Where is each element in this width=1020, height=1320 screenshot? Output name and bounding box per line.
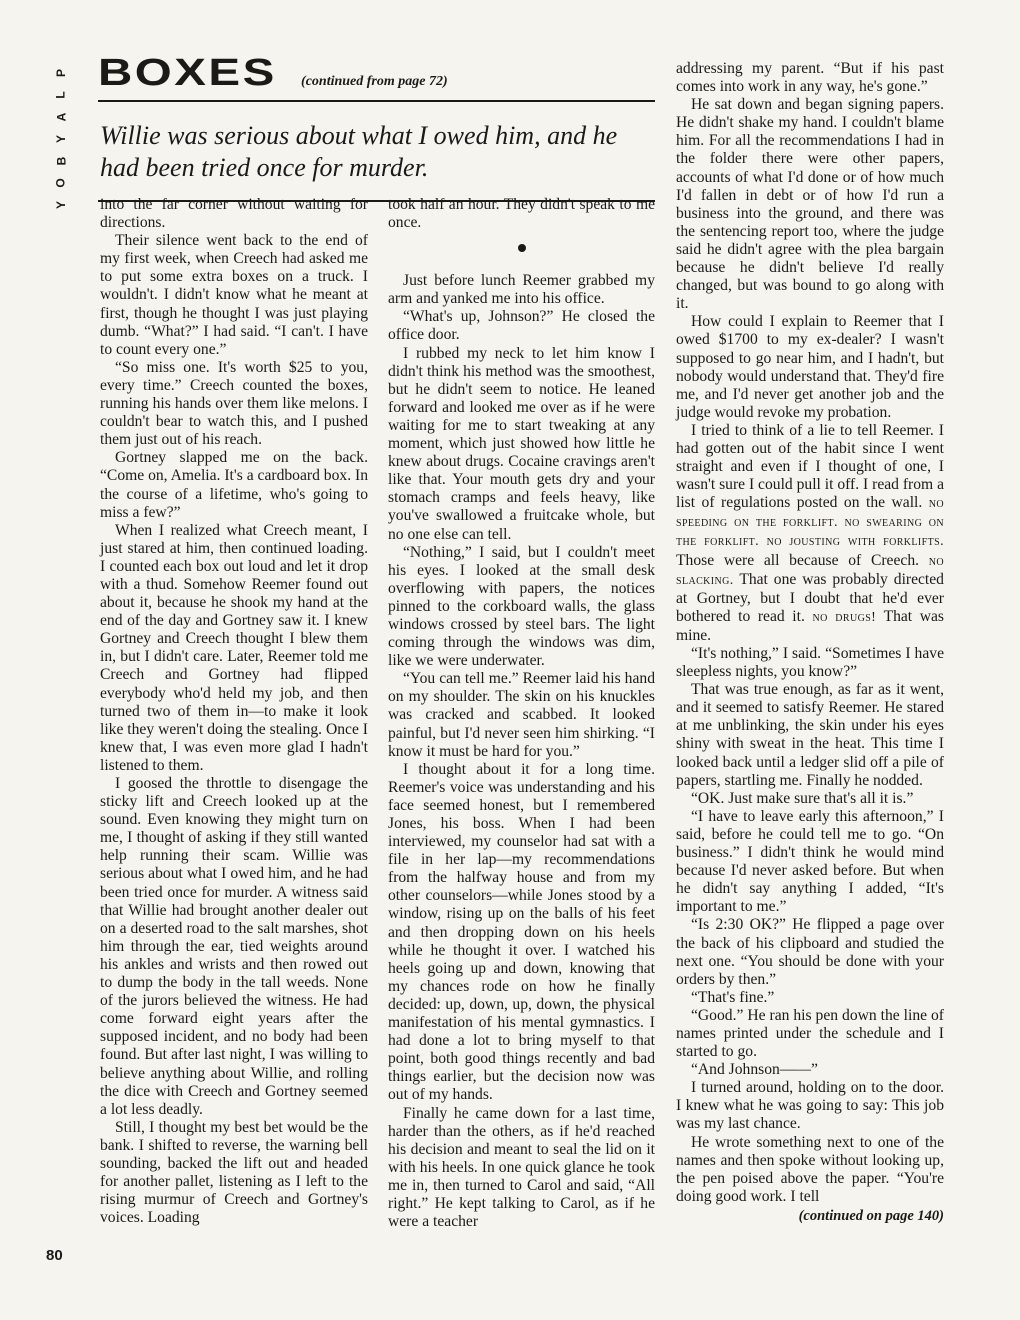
pull-quote: Willie was serious about what I owed him, and he had been tried once for murder.	[100, 121, 618, 182]
brand-letter: A	[53, 112, 68, 122]
paragraph: “That's fine.”	[691, 988, 775, 1006]
paragraph: When I realized what Creech meant, I just stared at him, then continued loading. I counted each box out loud and let it drop with a thud. Somehow Reemer found out about it, because he shook my hand at the end of the day and Gortney saw it. I knew Gortney and Creech thought I blew them in, but I didn't care. Later, Reemer told me Creech and Gortney had flipped everybody who'd held my job, and then turned two of them in—to make it look like they weren't doing the stealing. Once I knew that, I was even more glad I hadn't listened to them.	[100, 521, 368, 774]
regulation-sign: no slacking.	[676, 553, 944, 588]
paragraph: took half an hour. They didn't speak to me once.	[388, 196, 655, 232]
paragraph: “Is 2:30 OK?” He flipped a page over the back of his clipboard and studied the next one. “You should be done with your orders by then.”	[676, 916, 944, 988]
article-header	[98, 54, 655, 202]
text-run: I tried to think of a lie to tell Reemer. I had gotten out of the habit since I went straight and even if I thought of one, I wasn't sure I could pull it off. I read from a list of regulations posted on the wall.	[676, 421, 944, 512]
page-number: 80	[46, 1247, 63, 1264]
paragraph: I thought about it for a long time. Reemer's voice was understanding and his face seemed honest, but I remembered Jones, his boss. When I had been interviewed, my counselor had sat with a file in her lap—my recommendations from the halfway house and from my other counselors—while Jones stood by a window, rising up on the balls of his feet and then dropping down on his heels while he thought it over. I watched his heels going up and down, knowing that my chances rode on how he finally decided: up, down, up, down, the physical manifestation of his mental gymnastics. I had done a lot to bring myself to that point, both good things recently and bad things earlier, but the decision now was out of my hands.	[388, 760, 655, 1104]
text-column-1	[100, 196, 368, 1227]
paragraph: I turned around, holding on to the door. I knew what he was going to say: This job was my last chance.	[676, 1079, 944, 1133]
paragraph: I rubbed my neck to let him know I didn't think his method was the smoothest, but he didn't seem to notice. He leaned forward and looked me over as if he were waiting for me to start tweaking at any moment, which just showed how little he knew about drugs. Cocaine cravings aren't like that. Your mouth gets dry and your stomach cramps and feels heavy, like you've swallowed a fruitcake whole, but no one else can tell.	[388, 344, 655, 543]
paragraph: He sat down and began signing papers. He didn't shake my hand. I couldn't blame him. For all the recommendations I had in the folder there were other papers, accounts of what I'd done or of how much I'd fallen in debt or of how I'd run a business into the ground, and there was the sentencing report too, where the judge said he didn't agree with the plea bargain because he didn't believe I'd really changed, but was bound to go along with it.	[676, 96, 944, 313]
brand-letter: Y	[53, 134, 68, 144]
magazine-brand-vertical	[44, 62, 78, 216]
paragraph: That was true enough, as far as it went, and it seemed to satisfy Reemer. He stared at me unblinking, the skin under his eyes shiny with sweat in the heat. This time I looked back until a ledger slid off a pile of papers, startling me. Finally he nodded.	[676, 681, 944, 789]
regulation-sign: no speeding on the forklift.	[676, 496, 945, 531]
paragraph: Gortney slapped me on the back. “Come on, Amelia. It's a cardboard box. In the course of a lifetime, who's going to miss a few?”	[100, 449, 368, 521]
paragraph: “So miss one. It's worth $25 to you, every time.” Creech counted the boxes, running his hands over them like melons. I couldn't bear to watch this, and I pushed them just out of his reach.	[100, 358, 368, 449]
paragraph: “OK. Just make sure that's all it is.”	[691, 789, 914, 807]
paragraph: Just before lunch Reemer grabbed my arm and yanked me into his office.	[388, 272, 655, 308]
paragraph: How could I explain to Reemer that I owed $1700 to my ex-dealer? I wasn't supposed to go near him, and I hadn't, but nobody would understand that. They'd fire me, and I'd never get another job and the judge would revoke my probation.	[676, 313, 944, 421]
brand-letter: O	[54, 178, 68, 188]
brand-letter: L	[54, 91, 68, 99]
regulation-sign: no swearing on the forklift.	[676, 515, 945, 550]
regulation-sign: no jousting with forklifts.	[766, 534, 944, 550]
paragraph: Their silence went back to the end of my first week, when Creech had asked me to put some extra boxes on a truck. I wouldn't. I didn't know what he meant at first, though he thought I was just playing dumb. “What?” I had said. “I can't. I have to count every one.”	[100, 232, 368, 358]
paragraph: “It's nothing,” I said. “Sometimes I have sleepless nights, you know?”	[676, 645, 944, 681]
section-break-dot	[518, 244, 526, 252]
paragraph-with-signs	[676, 422, 944, 645]
text-column-2	[388, 196, 655, 1231]
paragraph: “What's up, Johnson?” He closed the office door.	[388, 308, 655, 344]
paragraph: “I have to leave early this afternoon,” I said, before he could tell me to go. “On business.” I didn't think he would mind because I'd never asked before. But when he didn't say anything I added, “It's important to me.”	[676, 807, 944, 916]
text-run: That one was probably directed at Gortney, but I doubt that he'd ever bothered to read it.	[676, 570, 944, 625]
paragraph: Finally he came down for a last time, harder than the others, as if he'd reached his decision and meant to seal the lid on it with his heels. In one quick glance he took me in, then turned to Carol and said, “All right.” He kept talking to Carol, as if he were a teacher	[388, 1104, 655, 1231]
paragraph: “Good.” He ran his pen down the line of names printed under the schedule and I started to go.	[676, 1006, 944, 1061]
text-run: That was mine.	[676, 607, 944, 644]
regulation-sign: no drugs!	[812, 609, 877, 625]
continued-from-note: (continued from page 72)	[301, 74, 448, 89]
text-run: Those were all because of Creech.	[676, 551, 920, 569]
paragraph: “Nothing,” I said, but I couldn't meet his eyes. I looked at the small desk overflowing with papers, the notices pinned to the corkboard walls, the glass windows crossed by steel bars. The light coming through the windows was dim, like we were underwater.	[388, 543, 655, 670]
text-column-3	[676, 60, 944, 1225]
brand-letter: B	[53, 156, 68, 166]
title-row	[98, 54, 655, 94]
paragraph: “And Johnson——”	[691, 1061, 818, 1079]
continued-on-note: (continued on page 140)	[798, 1207, 944, 1224]
paragraph: I goosed the throttle to disengage the sticky lift and Creech looked up at the sound. Even knowing they might turn on me, I thought of asking if they still wanted help running their scam. Willie was serious about what I owed him, and he had been tried once for murder. A witness said that Willie had brought another dealer out on a deserted road to the salt marshes, shot him through the ear, tied weights around his ankles and wrists and then rowed out to dump the body in the tall weeds. None of the jurors believed the witness. He had come forward eight years after the supposed incident, and no body had been found. But after last night, I was willing to believe anything about Willie, and rolling the dice with Creech and Gortney seemed a lot less deadly.	[100, 775, 368, 1118]
section-title: BOXES	[98, 52, 277, 94]
paragraph: “You can tell me.” Reemer laid his hand on my shoulder. The skin on his knuckles was cracked and scabbed. It looked painful, but I'd never seen him shirking. “I know it must be hard for you.”	[388, 670, 655, 760]
brand-letter: Y	[53, 200, 68, 210]
paragraph: addressing my parent. “But if his past comes into work in any way, he's gone.”	[676, 60, 944, 96]
brand-letter: P	[53, 68, 68, 78]
paragraph: Still, I thought my best bet would be the bank. I shifted to reverse, the warning bell sounding, backed the lift out and headed for another pallet, listening as I left to the rising murmur of Creech and Gortney's voices. Loading	[100, 1118, 368, 1227]
paragraph: He wrote something next to one of the names and then spoke without looking up, the pen poised above the paper. “You're doing good work. I tell	[676, 1133, 944, 1205]
header-rule	[98, 100, 655, 102]
paragraph: into the far corner without waiting for directions.	[100, 196, 368, 232]
